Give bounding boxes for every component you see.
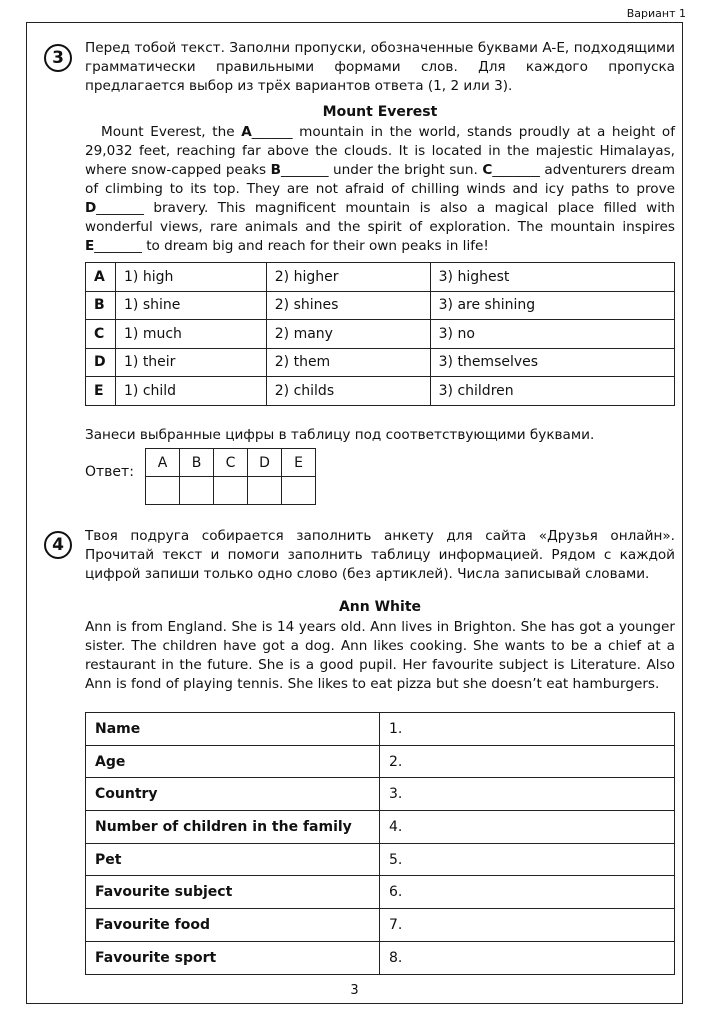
task-3-instruction: Перед тобой текст. Заполни пропуски, обозначенные буквами A-E, подходящими грамматически правильными формами слов. Для каждого пропуска предлагается выбор из трёх вариантов ответа (1, 2 или 3). <box>85 40 675 94</box>
option-letter: B <box>86 291 116 320</box>
option-row <box>86 320 675 349</box>
info-row <box>86 745 675 778</box>
gap-letter: D <box>85 200 97 216</box>
info-field-label: Favourite subject <box>86 876 380 909</box>
gap-letter: B <box>270 162 281 178</box>
answer-label: Ответ: <box>85 464 134 480</box>
gap-letter: C <box>482 162 493 178</box>
info-answer-cell[interactable]: 2. <box>380 745 675 778</box>
info-table <box>85 712 675 975</box>
option-letter: C <box>86 320 116 349</box>
info-row <box>86 941 675 974</box>
option-3: 3) children <box>430 377 674 406</box>
option-3: 3) highest <box>430 263 674 292</box>
answer-grid <box>145 448 316 505</box>
info-field-label: Number of children in the family <box>86 811 380 844</box>
option-3: 3) themselves <box>430 348 674 377</box>
option-2: 2) shines <box>266 291 430 320</box>
task-4-number: 4 <box>44 531 72 559</box>
options-table <box>85 262 675 406</box>
answer-letter: E <box>282 449 316 477</box>
info-answer-cell[interactable]: 4. <box>380 811 675 844</box>
option-1: 1) high <box>116 263 267 292</box>
answer-letter: A <box>146 449 180 477</box>
info-row <box>86 843 675 876</box>
option-1: 1) their <box>116 348 267 377</box>
answer-cell[interactable] <box>282 477 316 505</box>
answer-cell[interactable] <box>248 477 282 505</box>
gap-letter: E <box>85 238 95 254</box>
info-field-label: Pet <box>86 843 380 876</box>
option-1: 1) shine <box>116 291 267 320</box>
option-row <box>86 348 675 377</box>
answer-cell[interactable] <box>180 477 214 505</box>
passage-text: _______ to dream big and reach for their own peaks in life! <box>94 238 489 254</box>
info-row <box>86 811 675 844</box>
passage-text: _______ bravery. This magnificent mountain is also a magical place filled with wonderful views, rare animals and the spirit of exploration. The mountain inspires <box>85 200 675 235</box>
variant-label: Вариант 1 <box>626 7 686 20</box>
task-3-passage <box>85 123 675 256</box>
answer-letter: B <box>180 449 214 477</box>
info-answer-cell[interactable]: 5. <box>380 843 675 876</box>
option-3: 3) are shining <box>430 291 674 320</box>
option-3: 3) no <box>430 320 674 349</box>
answer-instruction: Занеси выбранные цифры в таблицу под соответствующими буквами. <box>85 427 595 443</box>
option-row <box>86 377 675 406</box>
info-row <box>86 876 675 909</box>
info-field-label: Country <box>86 778 380 811</box>
answer-cell[interactable] <box>146 477 180 505</box>
info-row <box>86 778 675 811</box>
option-row <box>86 263 675 292</box>
info-field-label: Name <box>86 713 380 746</box>
option-letter: E <box>86 377 116 406</box>
info-answer-cell[interactable]: 6. <box>380 876 675 909</box>
answer-cell[interactable] <box>214 477 248 505</box>
passage-text: Mount Everest, the <box>101 124 242 140</box>
info-field-label: Age <box>86 745 380 778</box>
gap-letter: A <box>241 124 252 140</box>
task-3-title: Mount Everest <box>322 104 438 120</box>
info-answer-cell[interactable]: 3. <box>380 778 675 811</box>
passage-text: _______ under the bright sun. <box>280 162 483 178</box>
info-answer-cell[interactable]: 8. <box>380 941 675 974</box>
task-4-instruction: Твоя подруга собирается заполнить анкету для сайта «Друзья онлайн». Прочитай текст и помоги заполнить таблицу информацией. Рядом с каждой цифрой запиши только одно слово (без артиклей). Числа записывай словами. <box>85 528 675 582</box>
answer-letter: C <box>214 449 248 477</box>
option-1: 1) child <box>116 377 267 406</box>
passage-text: ______ mountain in the world, stands proudly at a height of 29,032 feet, reaching far above the clouds. It is located in the majestic Himalayas, where snow-capped peaks <box>85 124 675 178</box>
answer-letter: D <box>248 449 282 477</box>
info-answer-cell[interactable]: 7. <box>380 909 675 942</box>
option-2: 2) them <box>266 348 430 377</box>
option-1: 1) much <box>116 320 267 349</box>
page-number: 3 <box>350 983 359 998</box>
task-4-title: Ann White <box>338 599 422 615</box>
option-letter: A <box>86 263 116 292</box>
info-answer-cell[interactable]: 1. <box>380 713 675 746</box>
option-row <box>86 291 675 320</box>
option-2: 2) childs <box>266 377 430 406</box>
info-field-label: Favourite food <box>86 909 380 942</box>
option-letter: D <box>86 348 116 377</box>
info-row <box>86 909 675 942</box>
task-3-number: 3 <box>44 44 72 72</box>
passage-text: _______ adventurers dream of climbing to its top. They are not afraid of chilling winds and icy paths to prove <box>85 162 675 197</box>
info-field-label: Favourite sport <box>86 941 380 974</box>
task-4-passage: Ann is from England. She is 14 years old. Ann lives in Brighton. She has got a younger sister. The children have got a dog. Ann likes cooking. She wants to be a chief at a restaurant in the future. She is a good pupil. Her favourite subject is Literature. Also Ann is fond of playing tennis. She likes to eat pizza but she doesn’t eat hamburgers. <box>85 619 675 692</box>
option-2: 2) many <box>266 320 430 349</box>
info-row <box>86 713 675 746</box>
option-2: 2) higher <box>266 263 430 292</box>
